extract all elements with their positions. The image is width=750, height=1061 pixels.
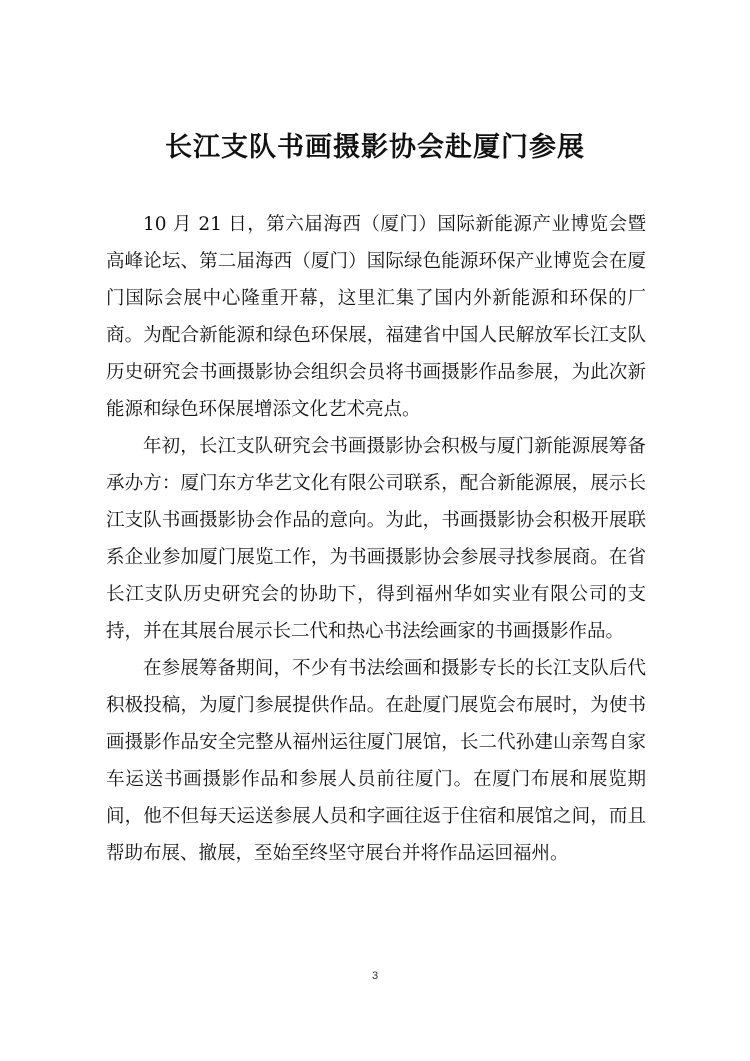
paragraph-1: 10 月 21 日，第六届海西（厦门）国际新能源产业博览会暨高峰论坛、第二届海西（厦门）国际绿色能源环保产业博览会在厦门国际会展中心隆重开幕，这里汇集了国内外新能源和环保的厂商。为配合新能源和绿色环保展，福建省中国人民解放军长江支队历史研究会书画摄影协会组织会员将书画摄影作品参展，为此次新能源和绿色环保展增添文化艺术亮点。 [106,214,646,420]
document-title: 长江支队书画摄影协会赴厦门参展 [165,132,585,163]
document-body [106,206,646,872]
paragraph-2: 年初，长江支队研究会书画摄影协会积极与厦门新能源展筹备承办方：厦门东方华艺文化有限公司联系，配合新能源展，展示长江支队书画摄影协会作品的意向。为此，书画摄影协会积极开展联系企业参加厦门展览工作，为书画摄影协会参展寻找参展商。在省长江支队历史研究会的协助下，得到福州华如实业有限公司的支持，并在其展台展示长二代和热心书法绘画家的书画摄影作品。 [106,436,646,642]
paragraph-3: 在参展筹备期间，不少有书法绘画和摄影专长的长江支队后代积极投稿，为厦门参展提供作品。在赴厦门展览会布展时，为使书画摄影作品安全完整从福州运往厦门展馆，长二代孙建山亲驾自家车运送书画摄影作品和参展人员前往厦门。在厦门布展和展览期间，他不但每天运送参展人员和字画往返于住宿和展馆之间，而且帮助布展、撤展，至始至终坚守展台并将作品运回福州。 [106,658,646,864]
page-number: 3 [371,970,379,982]
